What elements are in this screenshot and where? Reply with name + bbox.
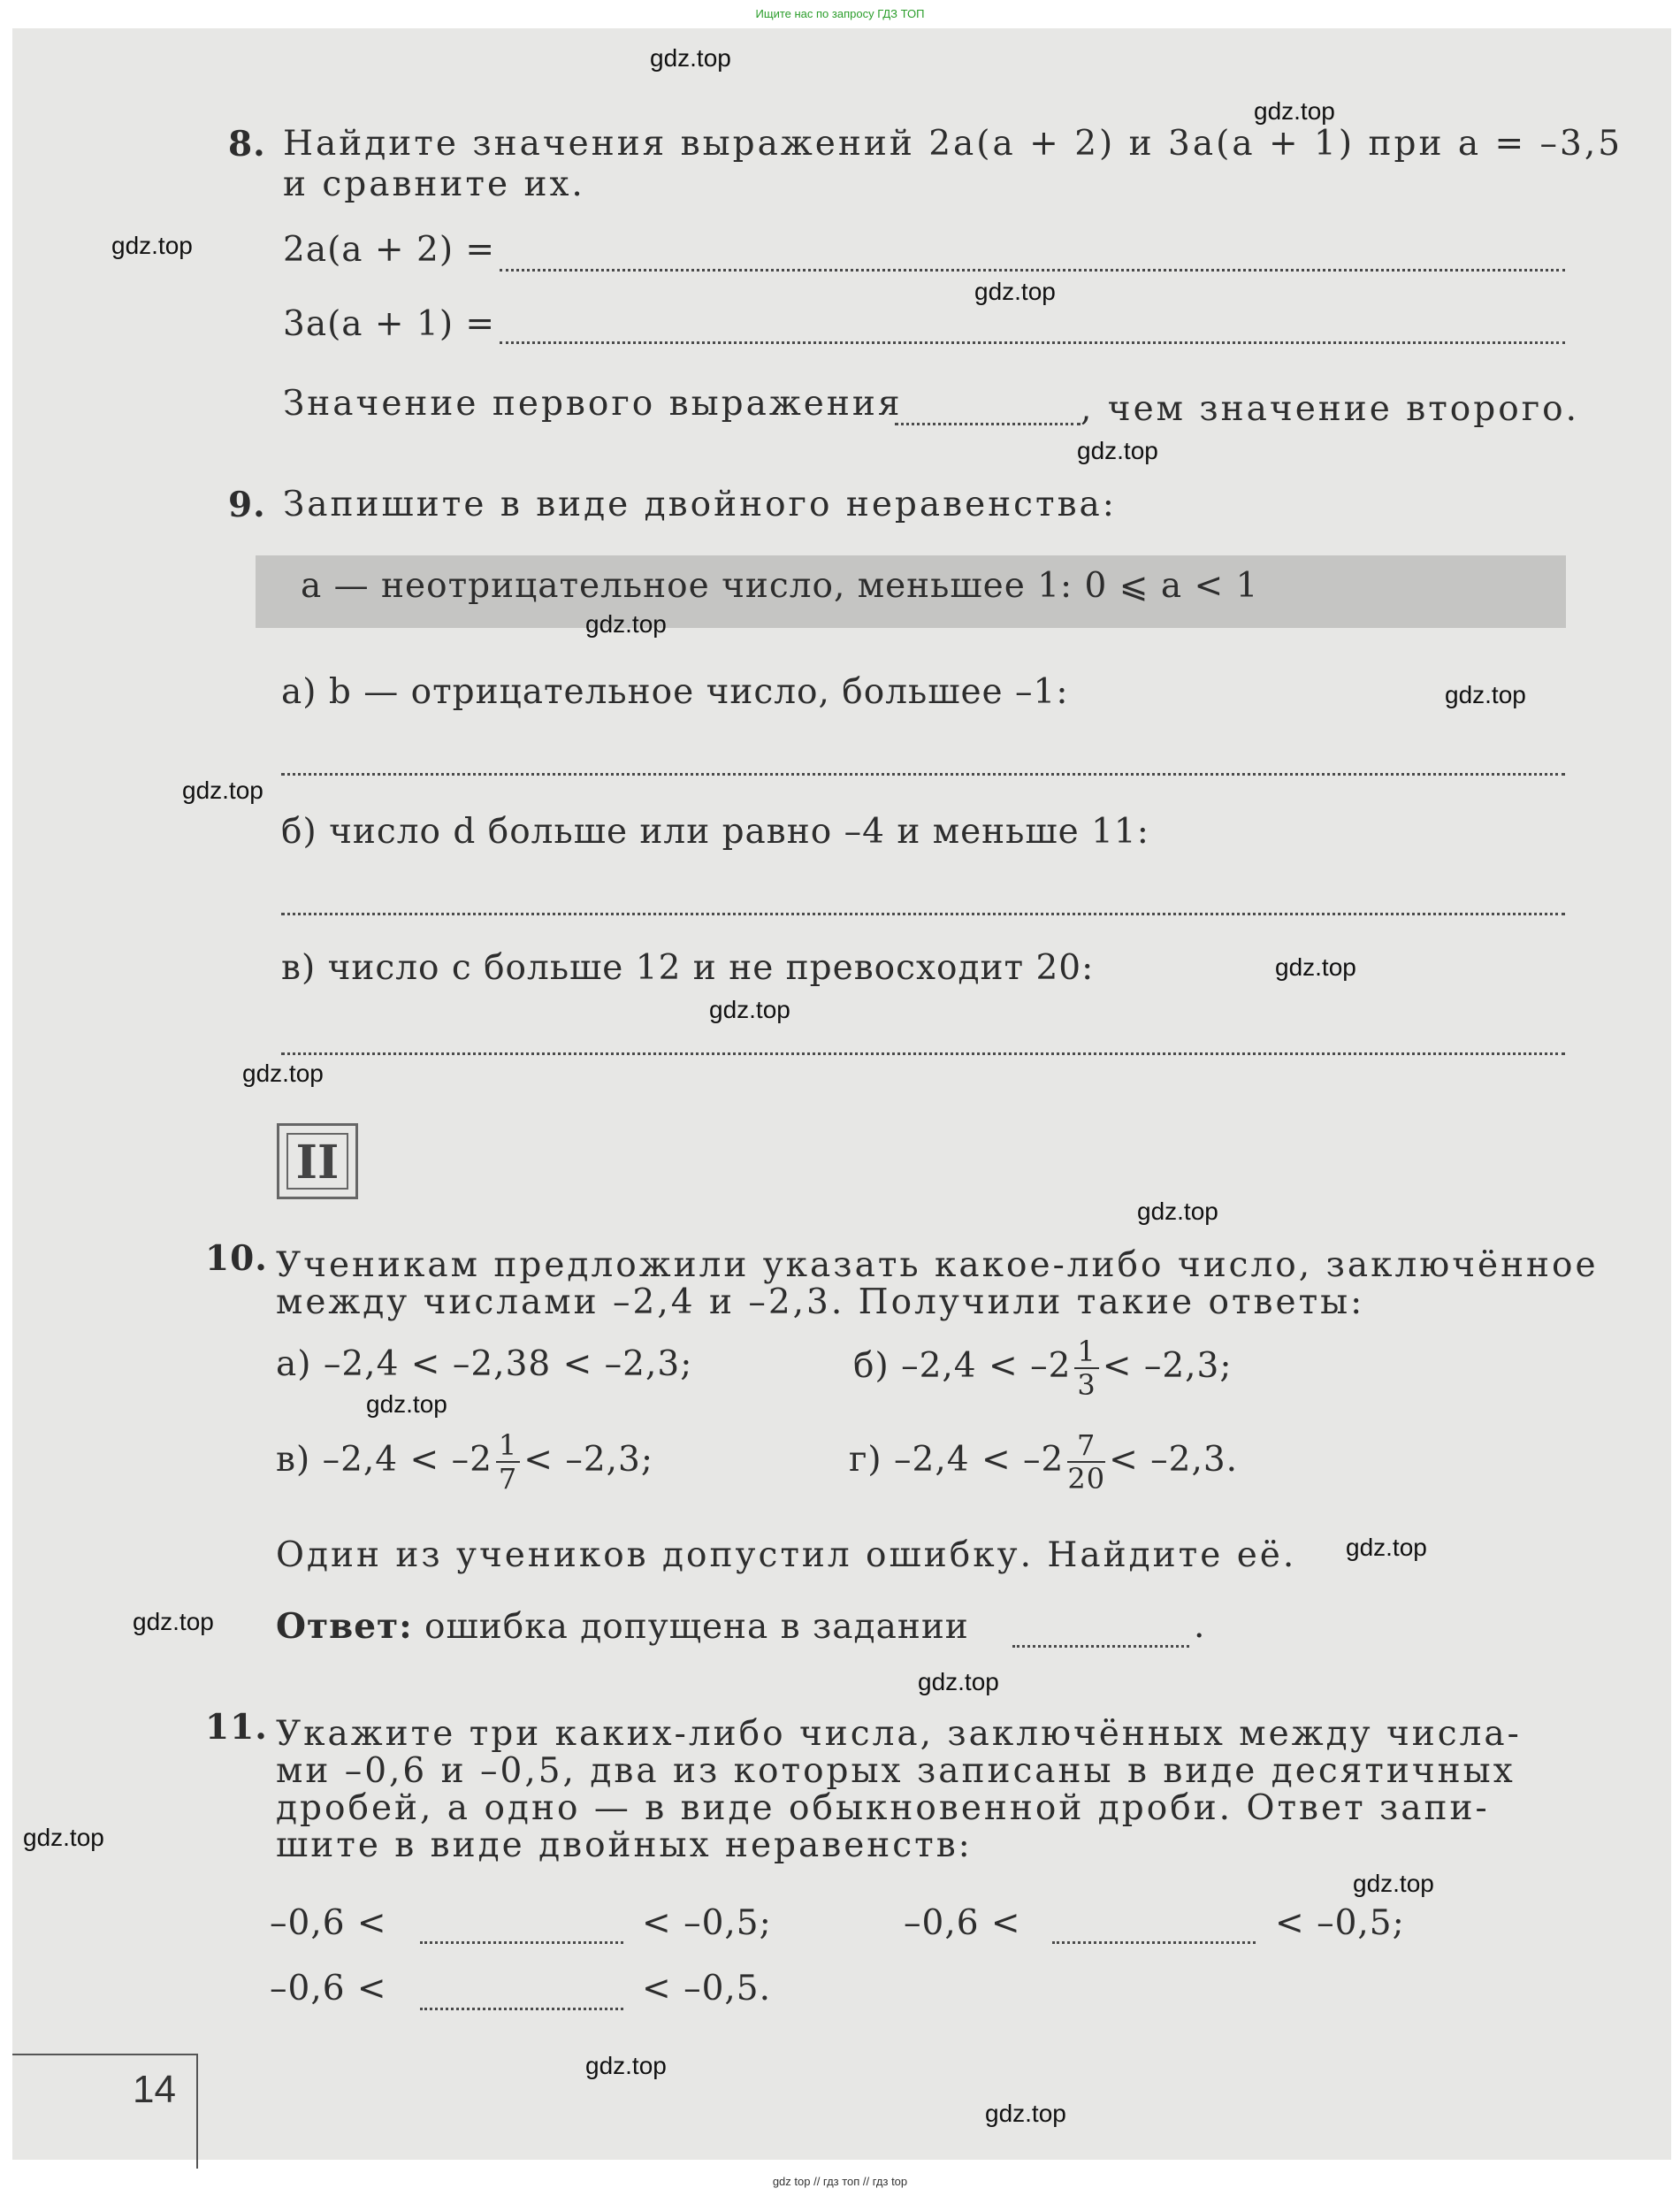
task10-option-d [849,1428,1239,1496]
watermark: gdz.top [1346,1534,1427,1561]
task10-d-numerator: 7 [1067,1431,1105,1463]
task10-b-pre: б) –2,4 < –2 [853,1346,1072,1386]
bottom-banner: gdz top // гдз топ // гдз top [772,2175,908,2188]
watermark: gdz.top [1353,1870,1434,1897]
task11-line2: ми –0,6 и –0,5, два из которых записаны в виде десятичных [276,1751,1516,1791]
watermark: gdz.top [111,232,193,259]
task9-c: в) число c больше 12 и не превосходит 20: [281,948,1095,988]
task9-text: Запишите в виде двойного неравенства: [283,485,1117,524]
watermark: gdz.top [1275,953,1356,981]
task9-b-answer-line[interactable] [281,913,1565,915]
task10-c-denominator: 7 [498,1462,518,1496]
task10-answer-end: . [1194,1606,1206,1646]
task10-d-denominator: 20 [1067,1462,1106,1496]
task11-line1: Укажите три каких-либо числа, заключённых между числа- [276,1714,1522,1754]
task11-ineq2-left: –0,6 < [904,1903,1021,1943]
task8-line2: и сравните их. [283,165,585,204]
watermark: gdz.top [366,1390,447,1418]
task11-blank2[interactable] [1052,1941,1256,1944]
task8-expr2: 3a(a + 1) = [283,304,496,344]
task10-c-post: < –2,3; [523,1440,653,1480]
task11-ineq3-right: < –0,5. [642,1969,771,2009]
section-label: II [286,1133,348,1190]
task10-d-post: < –2,3. [1109,1440,1239,1480]
watermark: gdz.top [1445,681,1526,708]
watermark: gdz.top [133,1608,214,1635]
task8-line1: Найдите значения выражений 2a(a + 2) и 3a(a + 1) при a = –3,5 [283,124,1623,164]
watermark: gdz.top [709,996,790,1023]
task8-expr1: 2a(a + 2) = [283,230,496,270]
task8-number: 8. [228,124,266,165]
task8-compare-after: , чем значение второго. [1081,389,1580,429]
watermark: gdz.top [1137,1197,1218,1225]
task11-line4: шите в виде двойных неравенств: [276,1825,973,1865]
task10-option-a: а) –2,4 < –2,38 < –2,3; [276,1344,693,1384]
watermark: gdz.top [1254,97,1335,125]
watermark: gdz.top [23,1824,104,1851]
task8-compare-blank[interactable] [895,423,1081,425]
task8-answer1-line[interactable] [500,269,1565,272]
task9-a: а) b — отрицательное число, большее –1: [281,672,1069,712]
top-banner: Ищите нас по запросу ГДЗ ТОП [755,7,925,20]
answer-text: ошибка допущена в задании [424,1607,969,1647]
task9-b: б) число d больше или равно –4 и меньше 11: [281,812,1149,852]
watermark: gdz.top [974,278,1056,305]
task10-number: 10. [205,1238,268,1279]
watermark: gdz.top [585,2052,667,2079]
task10-c-pre: в) –2,4 < –2 [276,1440,493,1480]
task10-answer-blank[interactable] [1012,1645,1189,1648]
watermark: gdz.top [182,777,263,804]
task10-line2: между числами –2,4 и –2,3. Получили такие ответы: [276,1282,1365,1322]
task9-example: a — неотрицательное число, меньшее 1: 0 ⩽ a < 1 [301,566,1259,606]
task10-option-b [853,1335,1233,1402]
task10-d-pre: г) –2,4 < –2 [849,1440,1065,1480]
task11-number: 11. [205,1707,268,1748]
task10-line1: Ученикам предложили указать какое-либо число, заключённое [276,1245,1599,1285]
task10-option-c [276,1428,653,1496]
watermark: gdz.top [985,2100,1066,2127]
task9-c-answer-line[interactable] [281,1052,1565,1055]
task8-answer2-line[interactable] [500,341,1565,344]
section-marker [277,1123,358,1199]
task10-b-numerator: 1 [1074,1337,1098,1369]
task11-line3: дробей, а одно — в виде обыкновенной дроби. Ответ запи- [276,1788,1490,1828]
task10-c-fraction [496,1428,520,1496]
task10-question: Один из учеников допустил ошибку. Найдите её. [276,1535,1297,1575]
task9-a-answer-line[interactable] [281,773,1565,776]
task10-c-numerator: 1 [496,1431,520,1463]
task9-number: 9. [228,485,266,525]
task8-compare-before: Значение первого выражения [283,384,903,424]
answer-label: Ответ: [276,1606,413,1647]
watermark: gdz.top [585,610,667,638]
task11-ineq1-right: < –0,5; [642,1903,772,1943]
task11-ineq1-left: –0,6 < [270,1903,387,1943]
task10-d-fraction [1067,1428,1106,1496]
task11-blank1[interactable] [420,1941,623,1944]
task11-ineq2-right: < –0,5; [1275,1903,1405,1943]
task10-b-post: < –2,3; [1102,1346,1233,1386]
watermark: gdz.top [918,1668,999,1695]
task10-b-denominator: 3 [1077,1368,1096,1402]
task11-blank3[interactable] [420,2008,623,2010]
watermark: gdz.top [650,44,731,72]
task11-ineq3-left: –0,6 < [270,1969,387,2009]
watermark: gdz.top [1077,437,1158,464]
watermark: gdz.top [242,1060,324,1087]
task10-b-fraction [1074,1335,1098,1402]
page-number: 14 [133,2068,176,2111]
task10-answer [276,1606,969,1647]
